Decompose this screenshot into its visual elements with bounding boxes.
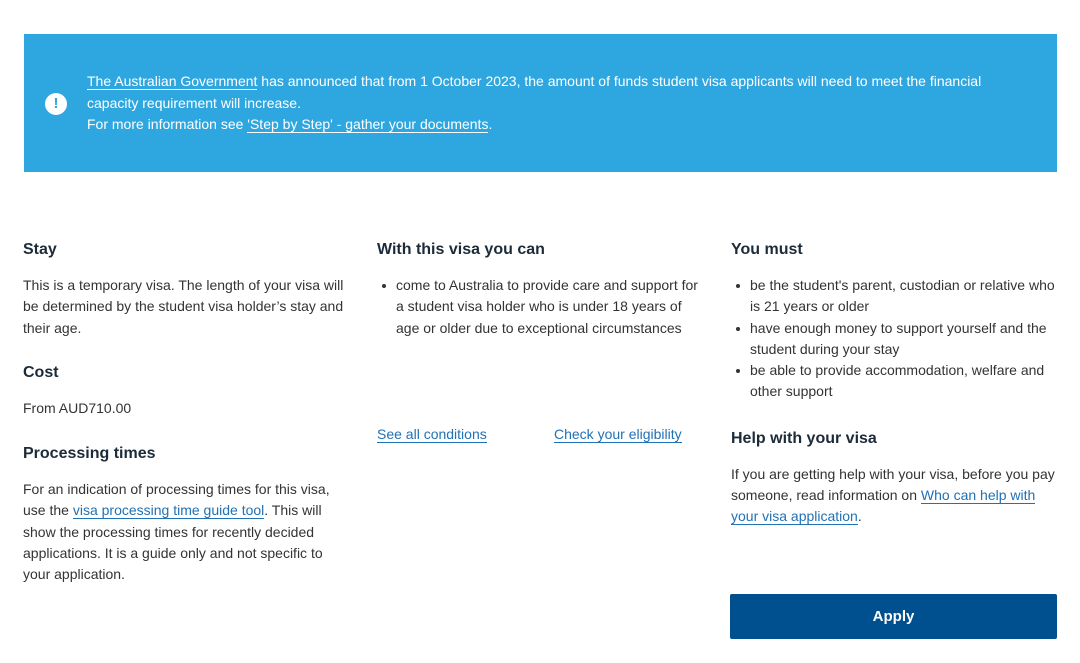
visa-can-list	[377, 275, 707, 339]
stay-heading: Stay	[23, 241, 57, 258]
cost-heading: Cost	[23, 363, 59, 381]
right-column	[731, 240, 1057, 528]
list-item: come to Australia to provide care and support for a student visa holder who is under 18 years of age or older due to exceptional circumstances	[377, 275, 707, 339]
see-all-conditions-link[interactable]: See all conditions	[377, 426, 487, 442]
stay-section	[23, 240, 353, 339]
exclamation-circle-icon: !	[45, 93, 67, 115]
processing-section	[23, 444, 353, 585]
list-item: be able to provide accommodation, welfare and other support	[731, 360, 1057, 403]
help-text	[731, 464, 1057, 528]
processing-time-guide-link[interactable]: visa processing time guide tool	[72, 502, 265, 519]
help-text-before: If you are getting help with your visa, before you pay someone, read information on	[731, 465, 1055, 504]
alert-end-text: .	[488, 116, 493, 132]
apply-button[interactable]: Apply	[730, 594, 1057, 639]
processing-text	[23, 479, 353, 585]
list-item: be the student's parent, custodian or relative who is 21 years or older	[731, 275, 1057, 318]
help-text-after: .	[857, 508, 862, 525]
processing-text-before: For an indication of processing times for this visa, use the	[23, 481, 330, 519]
processing-text-after: . This will show the processing times for recently decided applications. It is a guide only and not specific to your application.	[23, 502, 323, 583]
middle-column	[377, 240, 707, 339]
left-column	[23, 240, 353, 610]
you-must-list	[731, 275, 1057, 403]
alert-main-text: has announced that from 1 October 2023, the amount of funds student visa applicants will need to meet the financial capacity requirement will increase.	[87, 73, 982, 111]
cost-section	[23, 363, 353, 419]
check-eligibility-link[interactable]: Check your eligibility	[554, 426, 682, 442]
processing-heading: Processing times	[23, 445, 156, 463]
list-item: have enough money to support yourself and the student during your stay	[731, 318, 1057, 361]
you-must-heading: You must	[731, 241, 803, 258]
help-heading: Help with your visa	[731, 429, 877, 447]
alert-message	[87, 71, 1017, 136]
australian-government-link[interactable]: The Australian Government	[87, 73, 258, 89]
visa-can-heading: With this visa you can	[377, 241, 545, 258]
who-can-help-link[interactable]: Who can help with your visa application	[731, 487, 1036, 525]
step-by-step-link[interactable]: 'Step by Step' - gather your documents	[247, 116, 489, 132]
cost-value: From AUD710.00	[23, 399, 132, 416]
stay-text: This is a temporary visa. The length of your visa will be determined by the student visa holder’s stay and their age.	[23, 277, 344, 336]
alert-more-text: For more information see	[87, 116, 248, 132]
help-section	[731, 429, 1057, 528]
info-alert	[24, 34, 1057, 172]
